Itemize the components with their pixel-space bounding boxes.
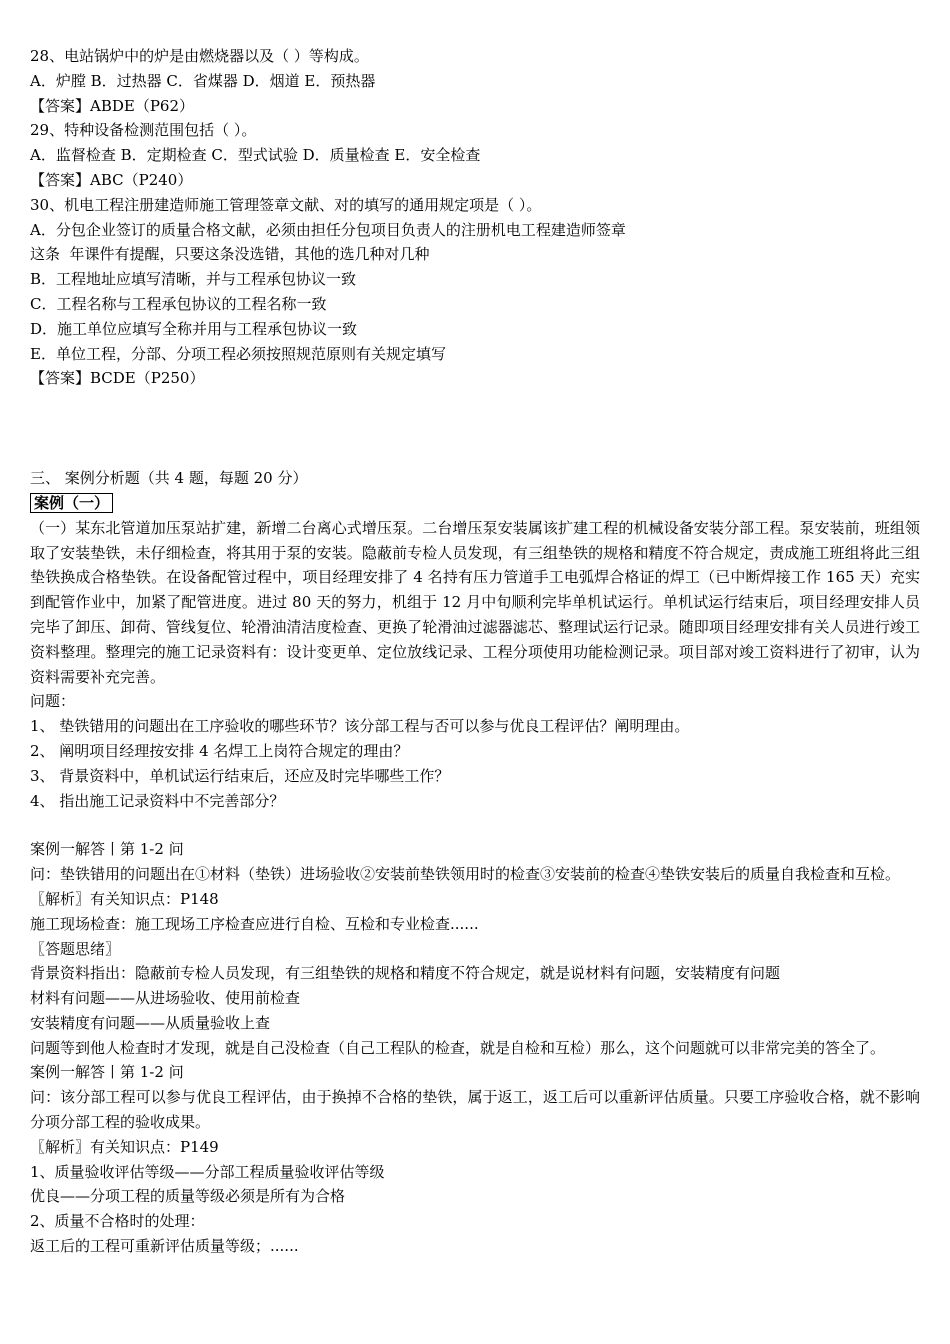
option-c: C．工程名称与工程承包协议的工程名称一致	[30, 294, 327, 313]
analysis-text: 1、质量验收评估等级——分部工程质量验收评估等级	[30, 1162, 385, 1181]
thinking-text: 问题等到他人检查时才发现，就是自己没检查（自己工程队的检查，就是自检和互检）那么，这个问题就可以非常完美的答全了。	[30, 1038, 886, 1057]
analysis-label: 〖解析〗有关知识点：P148	[30, 889, 219, 908]
spacer	[30, 391, 920, 466]
answer-section	[30, 837, 920, 1259]
question-options: A．监督检查 B．定期检查 C．型式试验 D．质量检查 E．安全检查	[30, 146, 481, 165]
option-note: 这条 年课件有提醒，只要这条没选错，其他的选几种对几种	[30, 245, 430, 264]
question-28	[30, 44, 920, 118]
thinking-text: 安装精度有问题——从质量验收上查	[30, 1013, 271, 1032]
case-question-3: 3、 背景资料中，单机试运行结束后，还应及时完毕哪些工作？	[30, 766, 450, 785]
question-stem: 29、特种设备检测范围包括（ ）。	[30, 121, 257, 140]
question-answer: 【答案】ABDE（P62）	[30, 96, 195, 115]
question-29	[30, 118, 920, 192]
case-section	[30, 466, 920, 813]
spacer	[30, 813, 920, 837]
question-options: A．炉膛 B．过热器 C．省煤器 D．烟道 E．预热器	[30, 71, 376, 90]
option-b: B．工程地址应填写清晰，并与工程承包协议一致	[30, 270, 357, 289]
analysis-text: 施工现场检查：施工现场工序检查应进行自检、互检和专业检查......	[30, 914, 479, 933]
document-page	[30, 44, 920, 1259]
question-30	[30, 193, 920, 391]
questions-label: 问题：	[30, 692, 76, 711]
analysis-text: 返工后的工程可重新评估质量等级；......	[30, 1237, 299, 1256]
question-answer: 【答案】BCDE（P250）	[30, 369, 205, 388]
answer-text: 问：该分部工程可以参与优良工程评估，由于换掉不合格的垫铁，属于返工，返工后可以重新评估质量。只要工序验收合格，就不影响分项分部工程的验收成果。	[30, 1088, 920, 1132]
answer-header: 案例一解答丨第 1-2 问	[30, 1063, 184, 1082]
answer-header: 案例一解答丨第 1-2 问	[30, 840, 184, 859]
thinking-text: 背景资料指出：隐蔽前专检人员发现，有三组垫铁的规格和精度不符合规定，就是说材料有问题，安装精度有问题	[30, 964, 781, 983]
case-title-row	[30, 491, 920, 516]
question-stem: 28、电站锅炉中的炉是由燃烧器以及（ ）等构成。	[30, 47, 369, 65]
option-e: E．单位工程，分部、分项工程必须按照规范原则有关规定填写	[30, 344, 446, 363]
case-question-4: 4、 指出施工记录资料中不完善部分？	[30, 791, 285, 810]
analysis-text: 2、质量不合格时的处理：	[30, 1212, 205, 1231]
answer-text: 问：垫铁错用的问题出在①材料（垫铁）进场验收②安装前垫铁领用时的检查③安装前的检查④垫铁安装后的质量自我检查和互检。	[30, 865, 901, 884]
question-answer: 【答案】ABC（P240）	[30, 170, 193, 189]
case-question-2: 2、 阐明项目经理按安排 4 名焊工上岗符合规定的理由？	[30, 741, 409, 760]
analysis-label: 〖解析〗有关知识点：P149	[30, 1137, 219, 1156]
option-a: A．分包企业签订的质量合格文献，必须由担任分包项目负责人的注册机电工程建造师签章	[30, 220, 626, 239]
case-question-1: 1、 垫铁错用的问题出在工序验收的哪些环节？该分部工程与否可以参与优良工程评估？阐明理由。	[30, 717, 690, 736]
thinking-label: 〖答题思绪〗	[30, 939, 121, 958]
option-d: D．施工单位应填写全称并用与工程承包协议一致	[30, 319, 358, 338]
thinking-text: 材料有问题——从进场验收、使用前检查	[30, 989, 301, 1008]
analysis-text: 优良——分项工程的质量等级必须是所有为合格	[30, 1187, 346, 1206]
case-title: 案例（一）	[30, 493, 113, 513]
section-heading: 三、 案例分析题（共 4 题，每题 20 分）	[30, 469, 308, 488]
case-background: （一）某东北管道加压泵站扩建，新增二台离心式增压泵。二台增压泵安装属该扩建工程的机械设备安装分部工程。泵安装前，班组领取了安装垫铁，未仔细检查，将其用于泵的安装。隐蔽前专检人员发现，有三组垫铁的规格和精度不符合规定，责成施工班组将此三组垫铁换成合格垫铁。在设备配管过程中，项目经理安排了 4 名持有压力管道手工电弧焊合格证的焊工（已中断焊接工作 165 天）充实到配管作业中，加紧了配管进度。进过 80 天的努力，机组于 12 月中旬顺利完毕单机试运行。单机试运行结束后，项目经理安排人员完毕了卸压、卸荷、管线复位、轮滑油清洁度检查、更换了轮滑油过滤器滤芯、整理试运行记录。随即项目经理安排有关人员进行竣工资料整理。整理完的施工记录资料有：设计变更单、定位放线记录、工程分项使用功能检测记录。项目部对竣工资料进行了初审，认为资料需要补充完善。	[30, 518, 920, 686]
question-stem: 30、机电工程注册建造师施工管理签章文献、对的填写的通用规定项是（ ）。	[30, 195, 542, 214]
